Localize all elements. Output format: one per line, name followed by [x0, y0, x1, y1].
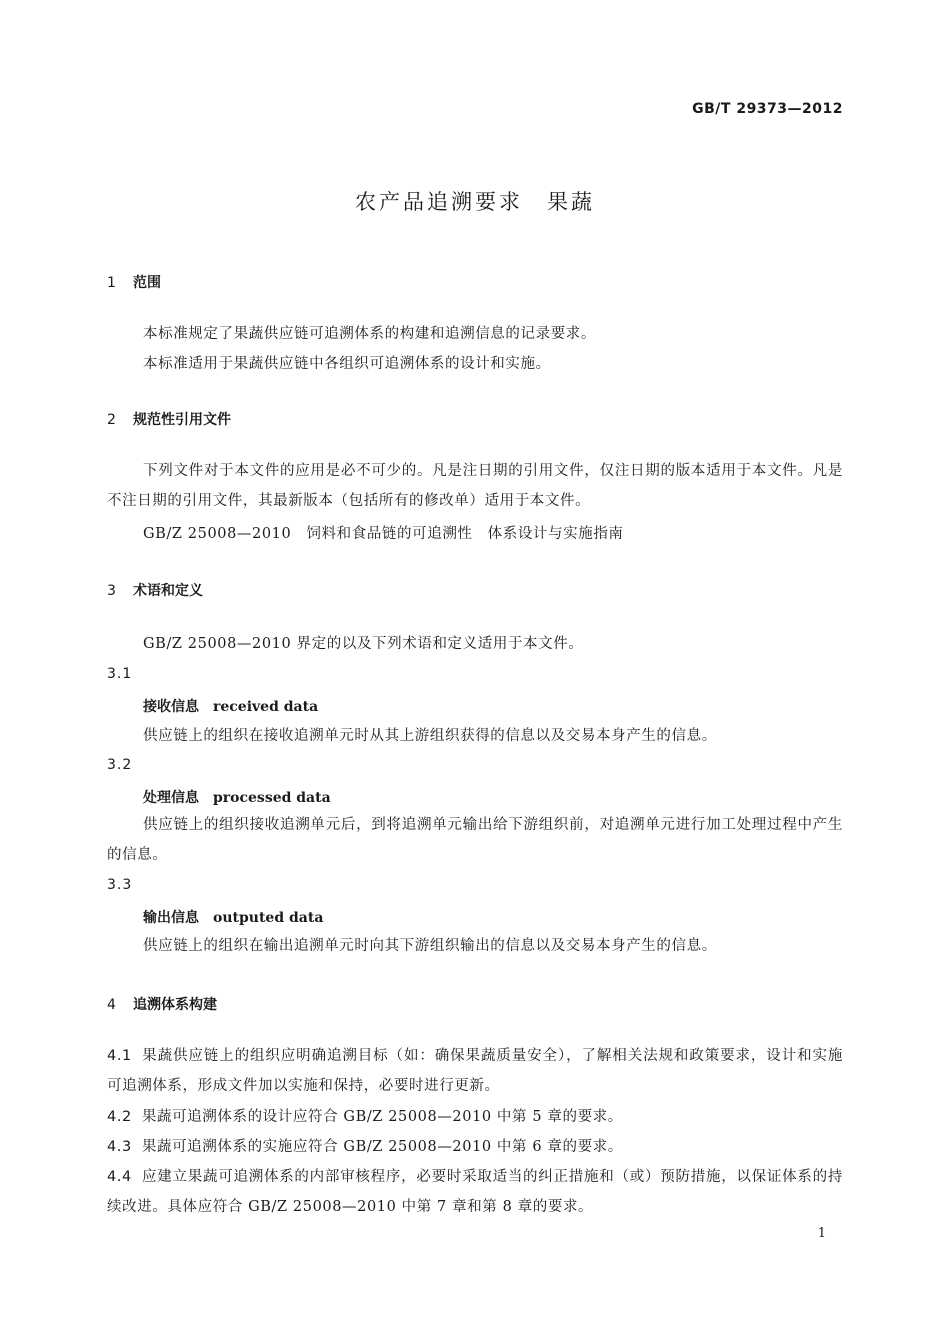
normative-reference: GB/Z 25008—2010 饲料和食品链的可追溯性 体系设计与实施指南 [143, 526, 624, 542]
term-definition: 供应链上的组织在接收追溯单元时从其上游组织获得的信息以及交易本身产生的信息。 [143, 728, 717, 744]
clause-text: 应建立果蔬可追溯体系的内部审核程序，必要时采取适当的纠正措施和（或）预防措施，以保证体系的持续改进。具体应符合 GB/Z 25008—2010 中第 7 章和第 8 章的要求。 [107, 1169, 843, 1215]
clause-number: 4.1 [107, 1048, 132, 1064]
term-english: processed data [213, 790, 331, 806]
paragraph: 本标准规定了果蔬供应链可追溯体系的构建和追溯信息的记录要求。 [143, 326, 596, 342]
section-title: 追溯体系构建 [133, 997, 217, 1013]
term-number: 3.1 [107, 666, 133, 682]
section-number: 1 [107, 275, 116, 291]
paragraph: GB/Z 25008—2010 界定的以及下列术语和定义适用于本文件。 [143, 636, 584, 652]
section-title: 范围 [133, 275, 161, 291]
clause-number: 4.4 [107, 1169, 132, 1185]
clause [107, 1162, 843, 1222]
term-chinese: 接收信息 [143, 699, 199, 715]
term-english: received data [213, 699, 319, 715]
section-4-heading [107, 994, 217, 1014]
paragraph: 本标准适用于果蔬供应链中各组织可追溯体系的设计和实施。 [143, 356, 551, 372]
page-number: 1 [817, 1226, 826, 1241]
clause-text: 果蔬可追溯体系的实施应符合 GB/Z 25008—2010 中第 6 章的要求。 [141, 1139, 623, 1155]
document-title: 农产品追溯要求 果蔬 [355, 190, 595, 214]
term-number: 3.3 [107, 877, 133, 893]
clause [107, 1041, 843, 1101]
term-definition: 供应链上的组织接收追溯单元后，到将追溯单元输出给下游组织前，对追溯单元进行加工处理过程中产生的信息。 [107, 817, 843, 863]
section-number: 4 [107, 997, 116, 1013]
clause-number: 4.2 [107, 1109, 132, 1125]
section-1-heading [107, 272, 161, 292]
section-3-heading [107, 580, 203, 600]
term-number: 3.2 [107, 757, 133, 773]
term-chinese: 输出信息 [143, 910, 199, 926]
paragraph: 下列文件对于本文件的应用是必不可少的。凡是注日期的引用文件，仅注日期的版本适用于本文件。凡是不注日期的引用文件，其最新版本（包括所有的修改单）适用于本文件。 [107, 463, 843, 509]
clause [107, 1102, 843, 1132]
term-definition: 供应链上的组织在输出追溯单元时向其下游组织输出的信息以及交易本身产生的信息。 [143, 938, 717, 954]
clause-number: 4.3 [107, 1139, 132, 1155]
term-title [143, 907, 323, 927]
clause-text: 果蔬可追溯体系的设计应符合 GB/Z 25008—2010 中第 5 章的要求。 [141, 1109, 623, 1125]
clause-text: 果蔬供应链上的组织应明确追溯目标（如：确保果蔬质量安全），了解相关法规和政策要求，设计和实施可追溯体系，形成文件加以实施和保持，必要时进行更新。 [107, 1048, 843, 1094]
section-number: 3 [107, 583, 116, 599]
section-title: 规范性引用文件 [133, 412, 231, 428]
section-number: 2 [107, 412, 116, 428]
term-chinese: 处理信息 [143, 790, 199, 806]
section-title: 术语和定义 [133, 583, 203, 599]
term-title [143, 787, 331, 807]
term-english: outputed data [213, 910, 324, 926]
standard-code: GB/T 29373—2012 [692, 101, 843, 117]
term-title [143, 696, 318, 716]
clause [107, 1132, 843, 1162]
section-2-heading [107, 409, 231, 429]
